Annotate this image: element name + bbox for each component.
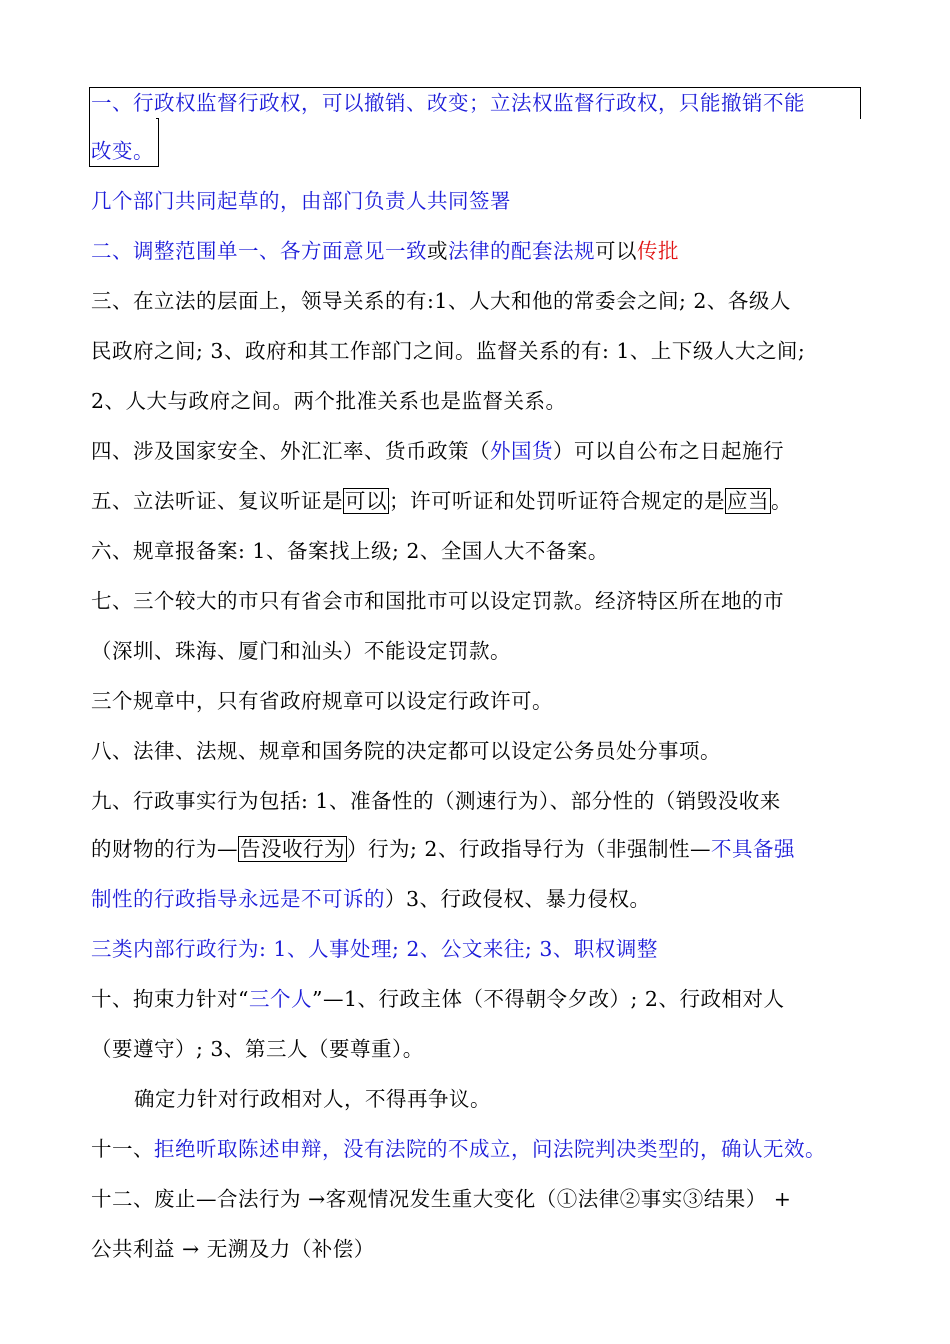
point-10-text-a: 十、拘束力针对“ bbox=[91, 987, 249, 1011]
point-7-line-1: 七、三个较大的市只有省会市和国批市可以设定罚款。经济特区所在地的市 bbox=[91, 589, 784, 613]
point-2-text-e: 传批 bbox=[637, 239, 679, 263]
point-11-text-a: 十一、 bbox=[91, 1137, 154, 1161]
point-10-line-1 bbox=[91, 984, 881, 1014]
point-3-line-1: 三、在立法的层面上，领导关系的有:1、人大和他的常委会之间; 2、各级人 bbox=[91, 289, 791, 313]
point-12-line-2: 公共利益 → 无溯及力（补偿） bbox=[91, 1237, 375, 1261]
note-determinative-force: 确定力针对行政相对人，不得再争议。 bbox=[134, 1087, 491, 1111]
point-8: 八、法律、法规、规章和国务院的决定都可以设定公务员处分事项。 bbox=[91, 739, 721, 763]
point-10-line-2: （要遵守）; 3、第三人（要尊重）。 bbox=[91, 1037, 424, 1061]
point-5-boxed-1: 可以 bbox=[345, 489, 387, 513]
point-9-text-d: 不具备强 bbox=[710, 837, 795, 861]
point-9-line-2 bbox=[91, 834, 881, 864]
point-2 bbox=[91, 236, 881, 266]
point-1-line-1: 一、行政权监督行政权，可以撤销、改变；立法权监督行政权，只能撤销不能 bbox=[91, 91, 805, 115]
note-joint-drafting: 几个部门共同起草的，由部门负责人共同签署 bbox=[91, 189, 511, 213]
point-12-line-1: 十二、废止—合法行为 →客观情况发生重大变化（①法律②事实③结果） + bbox=[91, 1187, 792, 1211]
point-5-text-e: 。 bbox=[771, 489, 792, 513]
point-4-text-c: ）可以自公布之日起施行 bbox=[553, 439, 784, 463]
point-9-text-e: 制性的行政指导永远是不可诉的 bbox=[91, 887, 385, 911]
point-10-text-b: 三个人 bbox=[248, 987, 312, 1011]
point-9-text-f: ）3、行政侵权、暴力侵权。 bbox=[385, 887, 651, 911]
note-internal-acts: 三类内部行政行为: 1、人事处理; 2、公文来往; 3、职权调整 bbox=[91, 937, 658, 961]
point-3-line-3: 2、人大与政府之间。两个批准关系也是监督关系。 bbox=[91, 389, 567, 413]
point-11 bbox=[91, 1134, 881, 1164]
point-5-boxed-2: 应当 bbox=[727, 489, 769, 513]
point-9-line-1: 九、行政事实行为包括: 1、准备性的（测速行为）、部分性的（销毁没收来 bbox=[91, 789, 781, 813]
point-11-text-b: 拒绝听取陈述申辩，没有法院的不成立，问法院判决类型的，确认无效。 bbox=[154, 1137, 826, 1161]
point-7-line-2: （深圳、珠海、厦门和汕头）不能设定罚款。 bbox=[91, 639, 511, 663]
note-three-regulations: 三个规章中，只有省政府规章可以设定行政许可。 bbox=[91, 689, 553, 713]
point-3-line-2: 民政府之间; 3、政府和其工作部门之间。监督关系的有: 1、上下级人大之间; bbox=[91, 339, 806, 363]
point-9-text-c: ）行为; 2、行政指导行为（非强制性— bbox=[347, 837, 711, 861]
point-5-text-c: ；许可听证和处罚听证符合规定的是 bbox=[389, 489, 725, 513]
point-4-text-a: 四、涉及国家安全、外汇汇率、货币政策（ bbox=[91, 439, 490, 463]
point-2-text-a: 二、调整范围单一、各方面意见一致 bbox=[91, 239, 427, 263]
point-9-boxed: 告没收行为 bbox=[240, 837, 345, 861]
point-10-text-c: ”—1、行政主体（不得朝令夕改）; 2、行政相对人 bbox=[311, 987, 785, 1011]
point-4-text-b: 外国货 bbox=[490, 439, 553, 463]
point-2-text-c: 法律的配套法规 bbox=[448, 239, 595, 263]
point-1-line-2: 改变。 bbox=[91, 139, 154, 163]
point-5 bbox=[91, 486, 881, 516]
point-9-text-a: 的财物的行为— bbox=[91, 837, 238, 861]
point-6: 六、规章报备案: 1、备案找上级; 2、全国人大不备案。 bbox=[91, 539, 609, 563]
point-5-text-a: 五、立法听证、复议听证是 bbox=[91, 489, 343, 513]
point-2-text-or: 或 bbox=[427, 239, 448, 263]
point-4 bbox=[91, 436, 881, 466]
point-2-text-d: 可以 bbox=[595, 239, 637, 263]
point-9-line-3 bbox=[91, 884, 881, 914]
